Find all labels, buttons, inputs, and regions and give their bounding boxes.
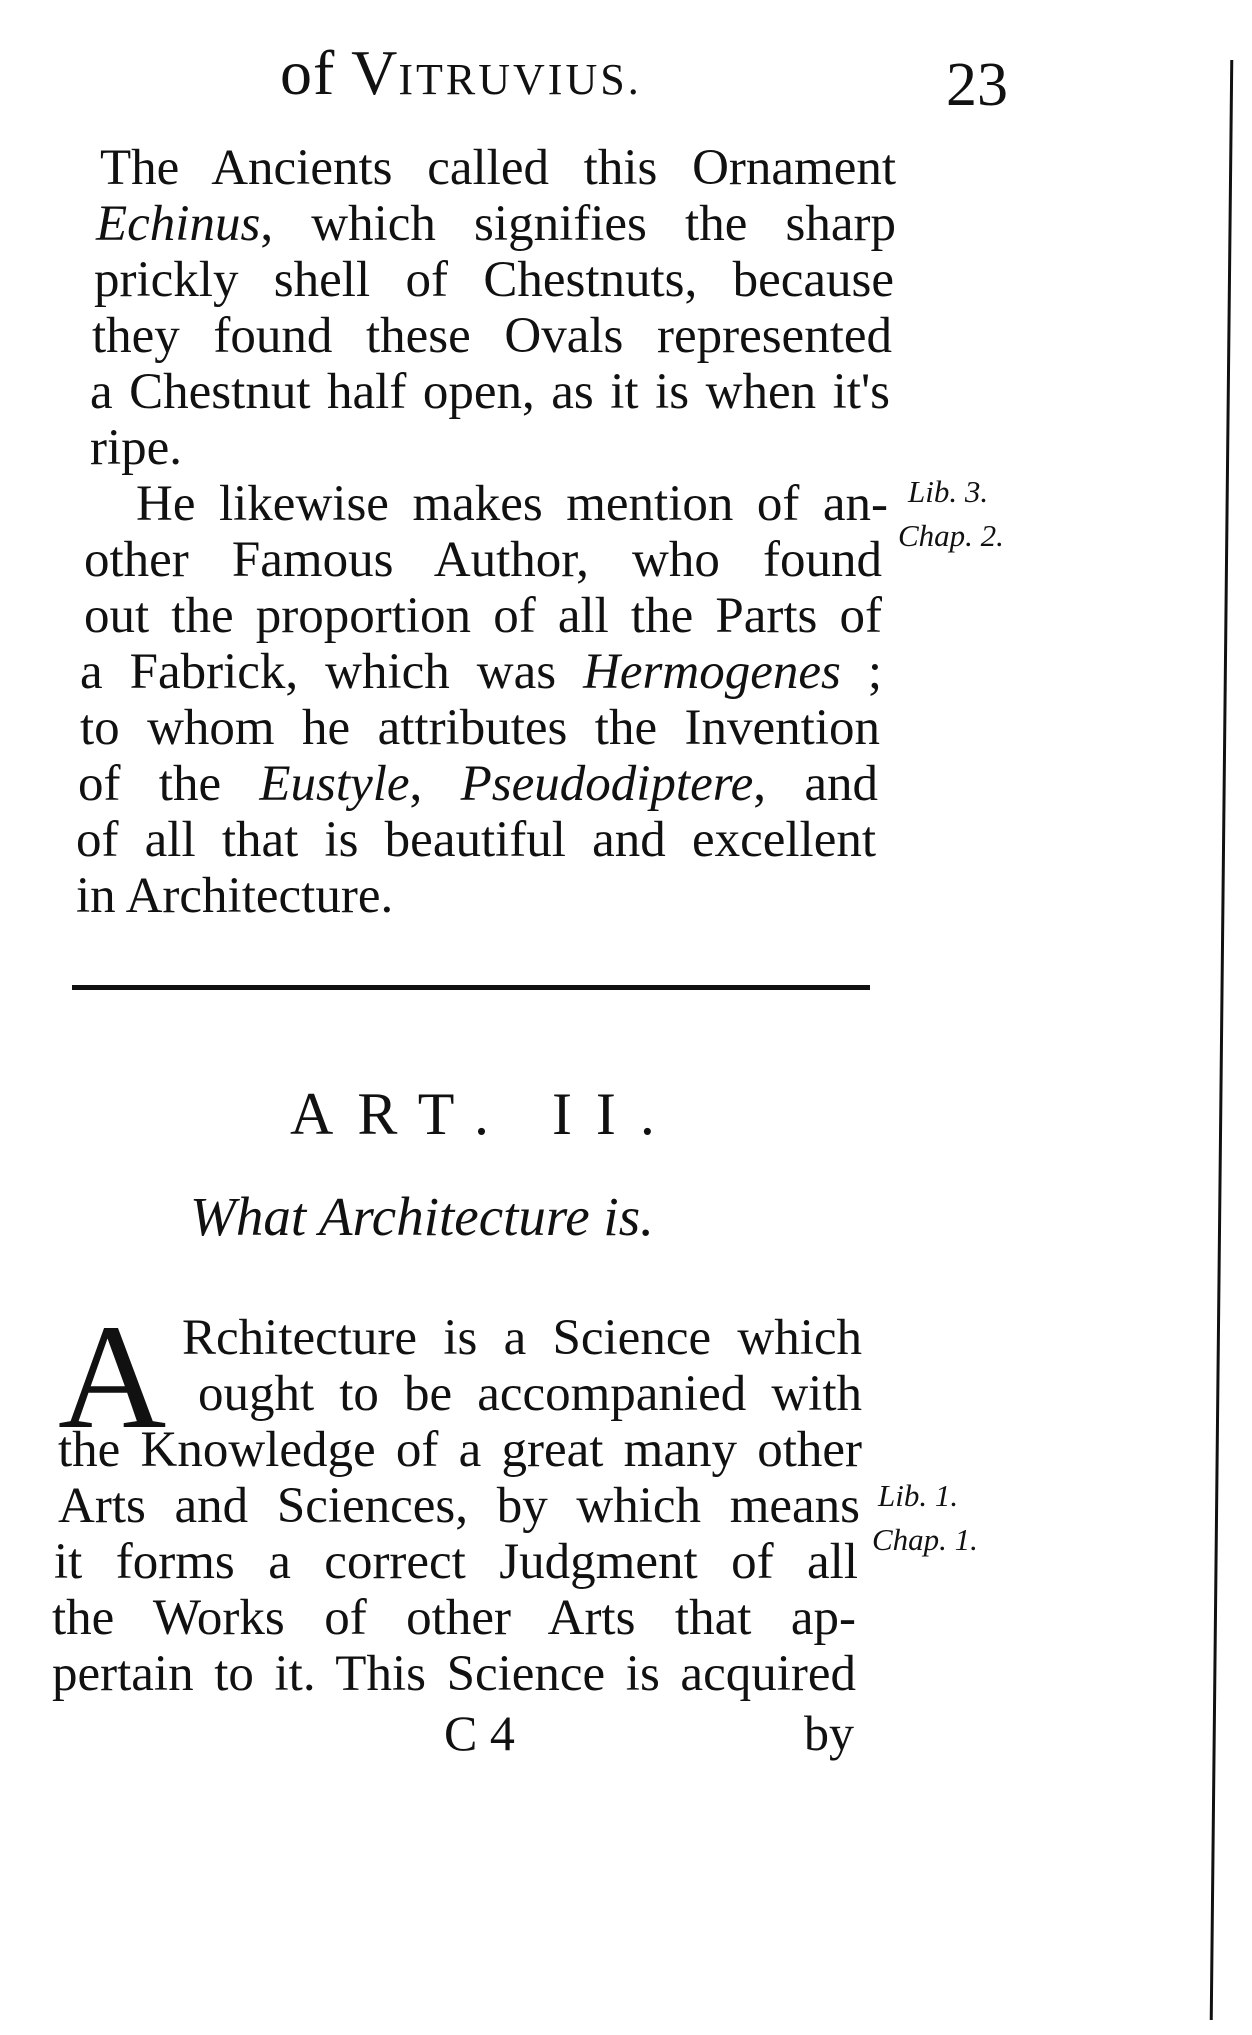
article-heading: ART. II.	[290, 1081, 679, 1147]
italic-word-eustyle: Eustyle	[259, 756, 410, 812]
italic-word-echinus: Echinus	[96, 196, 261, 252]
margin-note-lib: Lib. 1.	[878, 1478, 959, 1513]
text-line: in Architecture.	[76, 868, 394, 924]
text-line: prickly shell of Chestnuts, because	[94, 252, 894, 308]
section-divider	[72, 985, 870, 990]
italic-word-hermogenes: Hermogenes	[583, 644, 841, 700]
text-line: out the proportion of all the Parts of	[84, 588, 882, 644]
text-line: a Fabrick, which was Hermogenes ;	[80, 644, 882, 700]
text-line: Arts and Sciences, by which means	[58, 1478, 860, 1534]
margin-note-chap: Chap. 1.	[872, 1522, 978, 1557]
page-edge-line	[1210, 60, 1234, 2020]
margin-note-chap: Chap. 2.	[898, 518, 1004, 553]
text-line: ought to be accompanied with	[198, 1366, 862, 1422]
margin-note-lib: Lib. 3.	[908, 474, 989, 509]
text-line: of all that is beautiful and excellent	[76, 812, 876, 868]
italic-word-pseudodiptere: Pseudodiptere	[460, 756, 754, 812]
text-line: Echinus, which signifies the sharp	[96, 196, 896, 252]
running-head-initial: V	[351, 37, 399, 108]
text-line: it forms a correct Judgment of all	[54, 1534, 858, 1590]
text-line: a Chestnut half open, as it is when it's	[90, 364, 890, 420]
page-number: 23	[946, 51, 1008, 119]
text-line: other Famous Author, who found	[84, 532, 882, 588]
text-line: Rchitecture is a Science which	[182, 1310, 862, 1366]
running-head-rest: ITRUVIUS.	[398, 55, 642, 104]
running-head-prefix: of	[280, 37, 352, 108]
text-line: He likewise makes mention of an-	[136, 476, 888, 532]
signature-mark: C 4	[444, 1705, 515, 1761]
section-title: What Architecture is.	[190, 1186, 654, 1247]
running-head	[280, 36, 642, 110]
drop-cap: A	[58, 1294, 167, 1460]
catchword: by	[804, 1705, 854, 1761]
text-line: pertain to it. This Science is acquired	[52, 1646, 856, 1702]
text-line: of the Eustyle, Pseudodiptere, and	[78, 756, 878, 812]
text-line: to whom he attributes the Invention	[80, 700, 880, 756]
text-line: the Knowledge of a great many other	[58, 1422, 862, 1478]
text-line: the Works of other Arts that ap-	[52, 1590, 856, 1646]
text-line: they found these Ovals represented	[92, 308, 892, 364]
text-line: The Ancients called this Ornament	[100, 140, 896, 196]
text-line: ripe.	[90, 420, 183, 476]
